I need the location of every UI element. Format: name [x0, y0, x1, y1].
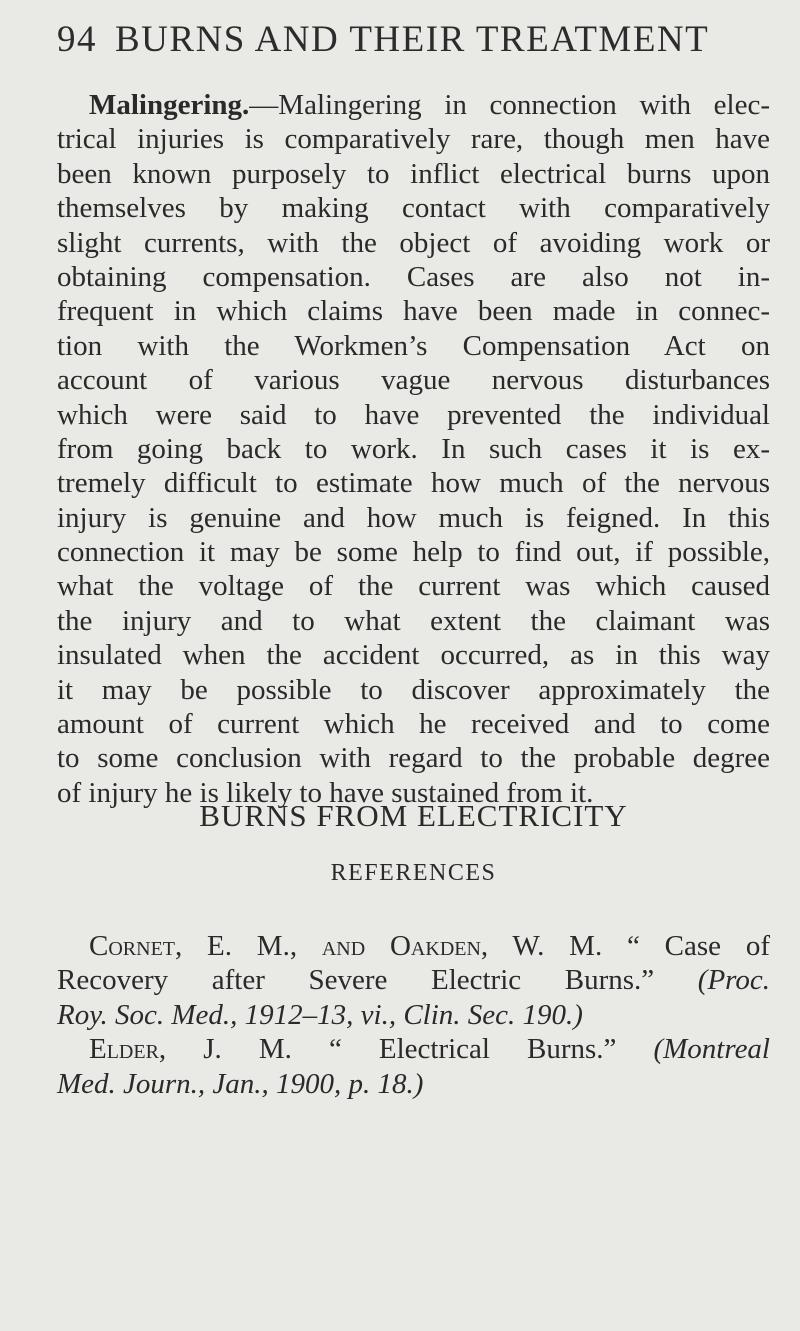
- section-heading: BURNS FROM ELECTRICITY: [199, 798, 628, 833]
- paragraph-line: frequent in which claims have been made in connec-: [57, 295, 770, 328]
- paragraph-line: which were said to have prevented the individual: [57, 398, 770, 431]
- running-title: BURNS AND THEIR TREATMENT: [115, 19, 710, 60]
- paragraph-line: amount of current which he received and to come: [57, 708, 770, 741]
- reference-title: “ Case of: [627, 930, 770, 962]
- paragraph-line: from going back to work. In such cases it is ex-: [57, 432, 770, 465]
- paragraph-line: account of various vague nervous disturbances: [57, 364, 770, 397]
- reference-source: (Montreal: [653, 1033, 770, 1066]
- reference-entry: [57, 1032, 770, 1101]
- paragraph-line: Malingering.—Malingering in connection with elec-: [89, 89, 770, 121]
- reference-title: “ Electrical Burns.”: [328, 1033, 617, 1066]
- paragraph-line: it may be possible to discover approximately the: [57, 673, 770, 706]
- paragraph-line: connection it may be some help to find out, if possible,: [57, 536, 770, 569]
- running-header: [57, 18, 777, 61]
- reference-author: Cornet, E. M., and Oakden, W. M.: [89, 930, 603, 962]
- references-list: [57, 929, 770, 1101]
- paragraph-line: slight currents, with the object of avoiding work or: [57, 226, 770, 259]
- page-number: 94: [57, 19, 97, 60]
- reference-entry: Cornet, E. M., and Oakden, W. M. “ Case of Recovery after Severe Electric Burns.” (Proc. Roy. Soc. Med., 1912–13, vi., Clin. Sec. 190.): [57, 930, 770, 1031]
- paragraph-line: trical injuries is comparatively rare, though men have: [57, 123, 770, 156]
- paragraph-line: what the voltage of the current was which caused: [57, 570, 770, 603]
- reference-source: Med. Journ., Jan., 1900, p. 18.): [57, 1067, 424, 1100]
- paragraph-line: to some conclusion with regard to the probable degree: [57, 742, 770, 775]
- paragraph-line: insulated when the accident occurred, as in this way: [57, 639, 770, 672]
- paragraph-line: obtaining compensation. Cases are also not in-: [57, 260, 770, 293]
- malingering-section: [57, 88, 770, 810]
- paragraph-line: tion with the Workmen’s Compensation Act on: [57, 329, 770, 362]
- paragraph-line: of injury he is likely to have sustained from it.: [57, 776, 594, 809]
- paragraph-line: themselves by making contact with comparatively: [57, 192, 770, 225]
- paragraph-line: the injury and to what extent the claimant was: [57, 604, 770, 637]
- paragraph-line: injury is genuine and how much is feigned. In this: [57, 501, 770, 534]
- paragraph-line: tremely difficult to estimate how much of the nervous: [57, 467, 770, 500]
- reference-author: Elder, J. M.: [89, 1033, 292, 1066]
- reference-source: (Proc.: [697, 964, 770, 997]
- paragraph-line: been known purposely to inflict electrical burns upon: [57, 157, 770, 190]
- reference-source: Roy. Soc. Med., 1912–13, vi., Clin. Sec. 190.): [57, 998, 583, 1031]
- references-heading: REFERENCES: [330, 860, 497, 886]
- section-lead: Malingering.: [89, 89, 250, 121]
